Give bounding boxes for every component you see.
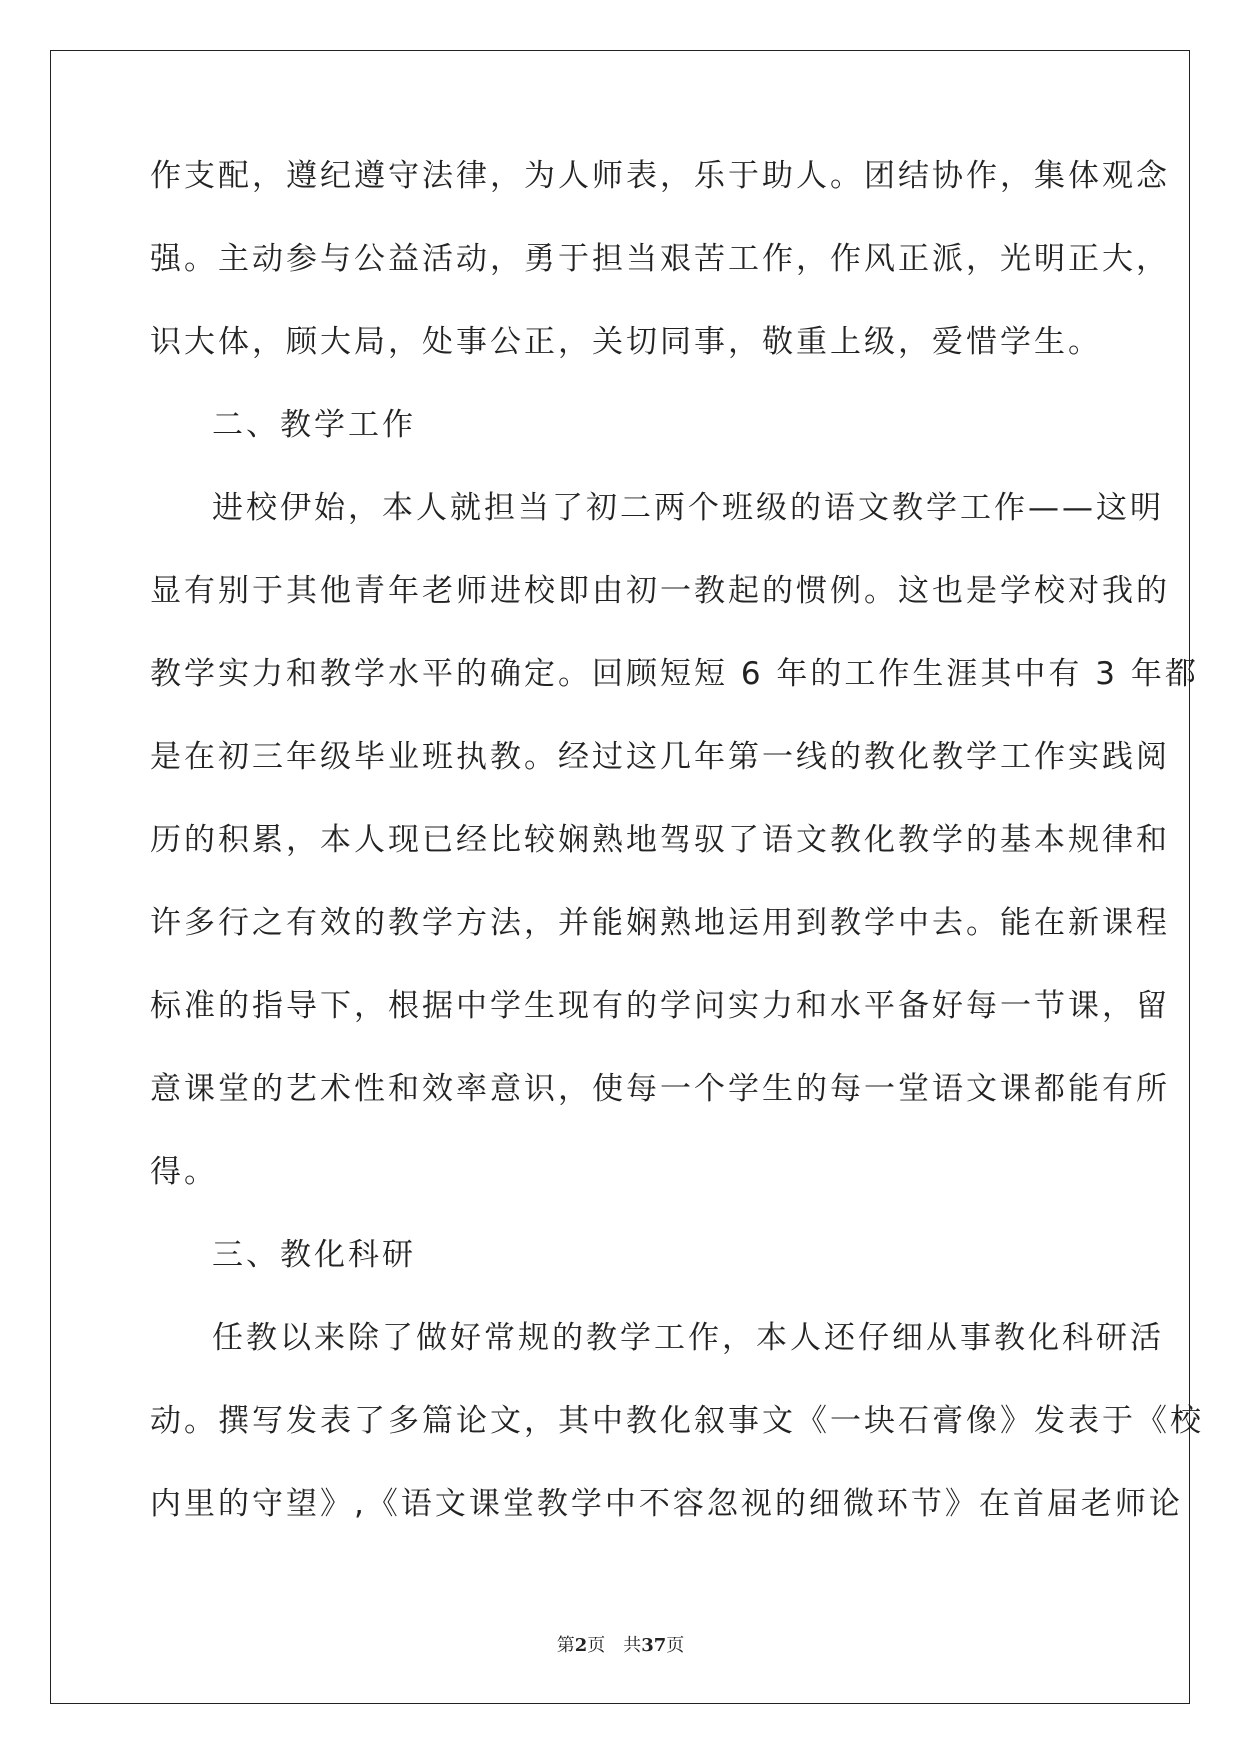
paragraph-line: 任教以来除了做好常规的教学工作，本人还仔细从事教化科研活 [212, 1320, 1164, 1356]
paragraph-line: 强。主动参与公益活动，勇于担当艰苦工作，作风正派，光明正大， [150, 241, 1170, 277]
page-number: 2 [574, 1635, 588, 1656]
page-suffix: 页 [587, 1635, 606, 1656]
paragraph-line: 内里的守望》,《语文课堂教学中不容忽视的细微环节》在首届老师论 [150, 1486, 1183, 1522]
page-prefix: 第 [556, 1635, 575, 1656]
paragraph-line: 标准的指导下，根据中学生现有的学问实力和水平备好每一节课，留 [150, 988, 1170, 1024]
paragraph-line: 许多行之有效的教学方法，并能娴熟地运用到教学中去。能在新课程 [150, 905, 1170, 941]
section-heading: 二、教学工作 [212, 407, 416, 443]
paragraph-line: 教学实力和教学水平的确定。回顾短短 6 年的工作生涯其中有 3 年都 [150, 656, 1199, 692]
paragraph-line: 进校伊始，本人就担当了初二两个班级的语文教学工作——这明 [212, 490, 1164, 526]
total-pages: 37 [641, 1635, 667, 1656]
paragraph-line: 动。撰写发表了多篇论文，其中教化叙事文《一块石膏像》发表于《校 [150, 1403, 1204, 1439]
paragraph-line: 显有别于其他青年老师进校即由初一教起的惯例。这也是学校对我的 [150, 573, 1170, 609]
paragraph-line: 历的积累，本人现已经比较娴熟地驾驭了语文教化教学的基本规律和 [150, 822, 1170, 858]
body-text [150, 158, 1204, 1569]
paragraph-line: 识大体，顾大局，处事公正，关切同事，敬重上级，爱惜学生。 [150, 324, 1102, 360]
paragraph-line: 是在初三年级毕业班执教。经过这几年第一线的教化教学工作实践阅 [150, 739, 1170, 775]
page-footer [0, 1631, 1241, 1657]
total-prefix: 共 [623, 1635, 642, 1656]
paragraph-line: 作支配，遵纪遵守法律，为人师表，乐于助人。团结协作，集体观念 [150, 158, 1170, 194]
paragraph-line: 得。 [150, 1154, 218, 1190]
section-heading: 三、教化科研 [212, 1237, 416, 1273]
paragraph-line: 意课堂的艺术性和效率意识，使每一个学生的每一堂语文课都能有所 [150, 1071, 1170, 1107]
total-suffix: 页 [666, 1635, 685, 1656]
